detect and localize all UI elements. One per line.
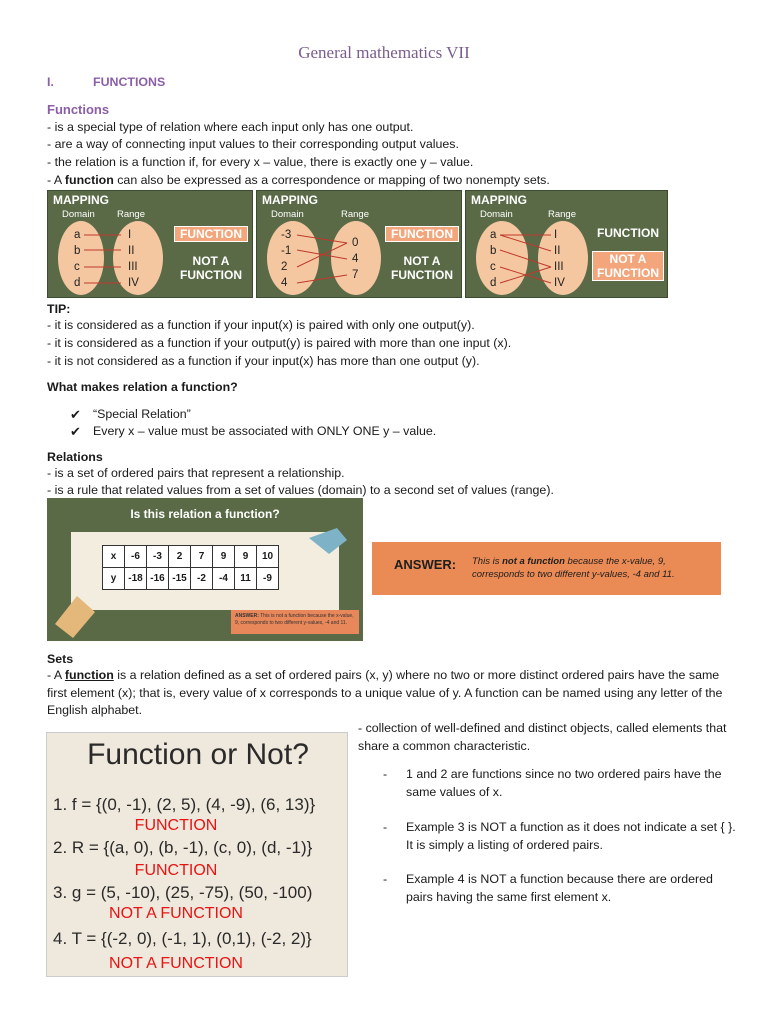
function-label: FUNCTION: [174, 226, 248, 242]
table-cell: -4: [213, 568, 235, 590]
relation-image-title: Is this relation a function?: [130, 507, 280, 521]
what-makes-item-1: “Special Relation”: [93, 407, 191, 421]
example-4-answer: NOT A FUNCTION: [109, 955, 243, 972]
section-title: FUNCTIONS: [93, 75, 166, 89]
domain-item: c: [490, 261, 496, 273]
function-label: FUNCTION: [597, 226, 659, 240]
table-cell: 11: [235, 568, 257, 590]
mapping-panel-2: [256, 190, 462, 298]
domain-item: 4: [281, 277, 288, 289]
table-cell: 2: [169, 546, 191, 568]
domain-item: d: [490, 277, 497, 289]
domain-item: a: [74, 229, 81, 241]
tip-line-3: - it is not considered as a function if your input(x) has more than one output (y).: [47, 354, 480, 368]
domain-label: Domain: [62, 209, 95, 220]
range-item: I: [554, 229, 558, 241]
mapping-title: MAPPING: [53, 193, 110, 207]
function-or-not-image: [46, 732, 348, 977]
table-cell: -6: [125, 546, 147, 568]
tip-line-2: - it is considered as a function if your output(y) is paired with more than one input (x).: [47, 336, 512, 350]
table-cell: x: [103, 546, 125, 568]
section-number: I.: [47, 75, 54, 89]
bullet-dash: -: [383, 767, 388, 781]
mapping-panel-3: [465, 190, 668, 298]
function-or-not-heading: Function or Not?: [87, 738, 309, 771]
example-1: 1. f = {(0, -1), (2, 5), (4, -9), (6, 13)}: [53, 795, 316, 814]
range-label: Range: [341, 209, 369, 220]
range-item: II: [128, 245, 135, 257]
range-item: IV: [554, 277, 565, 289]
mini-answer: ANSWER: This is not a function because the x-value, 9, corresponds to two different y-values, -4 and 11.: [231, 610, 359, 634]
example-2-answer: FUNCTION: [134, 862, 218, 879]
table-cell: 10: [257, 546, 279, 568]
table-cell: -15: [169, 568, 191, 590]
not-function-label: NOT A FUNCTION: [180, 254, 242, 282]
bullet-3: Example 4 is NOT a function because there are ordered pairs having the same first element x.: [406, 872, 713, 904]
check-icon: ✔: [70, 424, 81, 439]
domain-item: b: [74, 245, 81, 257]
mapping-title: MAPPING: [262, 193, 319, 207]
table-cell: -9: [257, 568, 279, 590]
sets-heading: Sets: [47, 652, 74, 666]
example-3-answer: NOT A FUNCTION: [109, 905, 243, 922]
mapping-arrows: [466, 191, 669, 299]
what-makes-heading: What makes relation a function?: [47, 380, 238, 394]
relations-heading: Relations: [47, 450, 103, 464]
table-cell: 9: [235, 546, 257, 568]
functions-heading: Functions: [47, 102, 110, 117]
mapping-panel-1: [47, 190, 253, 298]
table-cell: 9: [213, 546, 235, 568]
range-item: 4: [352, 253, 359, 265]
functions-line-3: - the relation is a function if, for every x – value, there is exactly one y – value.: [47, 155, 474, 169]
range-item: III: [554, 261, 564, 273]
answer-box: [372, 542, 721, 595]
page-title: General mathematics VII: [298, 43, 470, 62]
bullet-1: 1 and 2 are functions since no two ordered pairs have the same values of x.: [406, 767, 722, 799]
domain-label: Domain: [480, 209, 513, 220]
table-cell: -16: [147, 568, 169, 590]
table-cell: y: [103, 568, 125, 590]
functions-line-2: - are a way of connecting input values to their corresponding output values.: [47, 137, 459, 151]
check-icon: ✔: [70, 407, 81, 422]
what-makes-item-2: Every x – value must be associated with ONLY ONE y – value.: [93, 424, 437, 438]
range-item: II: [554, 245, 561, 257]
range-item: IV: [128, 277, 139, 289]
relations-line-1: - is a set of ordered pairs that represent a relationship.: [47, 466, 345, 480]
bullet-dash: -: [383, 872, 388, 886]
range-label: Range: [117, 209, 145, 220]
range-item: 7: [352, 269, 359, 281]
tip-heading: TIP:: [47, 302, 71, 316]
example-2: 2. R = {(a, 0), (b, -1), (c, 0), (d, -1)}: [53, 838, 313, 857]
example-1-answer: FUNCTION: [134, 817, 218, 834]
not-function-label: NOT A FUNCTION: [592, 251, 664, 281]
answer-text: This is not a function because the x-value, 9, corresponds to two different y-values, -4 and 11.: [472, 556, 675, 580]
table-cell: -18: [125, 568, 147, 590]
domain-item: -3: [281, 229, 292, 241]
range-label: Range: [548, 209, 576, 220]
domain-item: a: [490, 229, 497, 241]
functions-line-1: - is a special type of relation where each input only has one output.: [47, 120, 414, 134]
domain-item: 2: [281, 261, 288, 273]
table-cell: -2: [191, 568, 213, 590]
sets-paragraph: - A function is a relation defined as a set of ordered pairs (x, y) where no two or more distinct ordered pairs have the same first element (x); that is, every value of x corresponds to a unique value of y. A function can be named using any letter of the English alphabet.: [47, 668, 723, 718]
range-item: III: [128, 261, 138, 273]
function-label: FUNCTION: [385, 226, 459, 242]
table-cell: -3: [147, 546, 169, 568]
range-item: I: [128, 229, 132, 241]
table-cell: 7: [191, 546, 213, 568]
functions-line-4: - A function can also be expressed as a correspondence or mapping of two nonempty sets.: [47, 173, 550, 187]
domain-item: -1: [281, 245, 292, 257]
relation-image: [47, 498, 363, 641]
domain-item: d: [74, 277, 81, 289]
domain-item: b: [490, 245, 497, 257]
example-3: 3. g = (5, -10), (25, -75), (50, -100): [53, 883, 313, 902]
bullet-dash: -: [383, 820, 388, 834]
tip-line-1: - it is considered as a function if your input(x) is paired with only one output(y).: [47, 318, 475, 332]
domain-item: c: [74, 261, 80, 273]
mapping-title: MAPPING: [471, 193, 528, 207]
answer-label: ANSWER:: [394, 557, 457, 572]
relations-line-2: - is a rule that related values from a set of values (domain) to a second set of values (range).: [47, 483, 554, 497]
example-4: 4. T = {(-2, 0), (-1, 1), (0,1), (-2, 2)}: [53, 929, 312, 948]
not-function-label: NOT A FUNCTION: [391, 254, 453, 282]
sets-definition: - collection of well-defined and distinct objects, called elements that share a common characteristic.: [358, 721, 727, 753]
domain-label: Domain: [271, 209, 304, 220]
bullet-2: Example 3 is NOT a function as it does not indicate a set { }. It is simply a listing of ordered pairs.: [406, 820, 736, 852]
range-item: 0: [352, 237, 359, 249]
